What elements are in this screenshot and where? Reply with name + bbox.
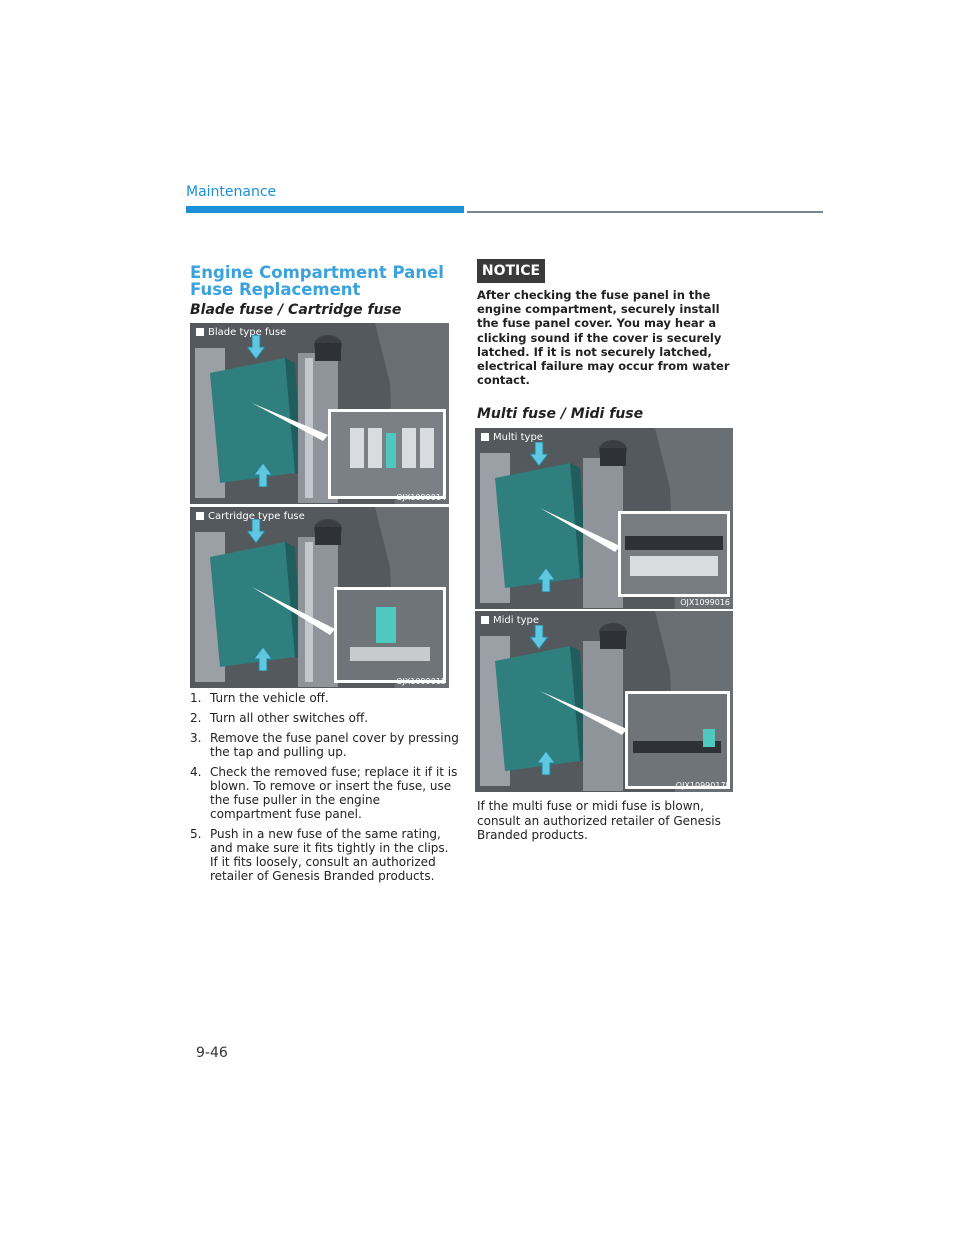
arrow-down-icon	[247, 519, 265, 543]
figure-cartridge-fuse	[190, 507, 449, 688]
figure-code: OJX1099015	[396, 677, 446, 686]
square-bullet-icon	[196, 328, 204, 336]
arrow-up-icon	[254, 647, 272, 671]
figure-midi-fuse	[475, 611, 733, 792]
square-bullet-icon	[196, 512, 204, 520]
arrow-down-icon	[530, 625, 548, 649]
subsection-title-multi: Multi fuse / Midi fuse	[477, 406, 644, 422]
running-header: Maintenance	[186, 184, 277, 200]
notice-badge: NOTICE	[477, 259, 545, 283]
arrow-up-icon	[254, 463, 272, 487]
notice-text: After checking the fuse panel in the engine compartment, securely install the fuse panel cover. You may hear a clicking sound if the cover is securely latched. If it is not securely latched, electrical failure may occur from water contact.	[477, 288, 730, 388]
arrow-down-icon	[530, 442, 548, 466]
subsection-title-blade: Blade fuse / Cartridge fuse	[190, 302, 402, 318]
list-item: 4. Check the removed fuse; replace it if it is blown. To remove or insert the fuse, use the fuse puller in the engine compartment fuse panel.	[190, 765, 458, 821]
multi-midi-paragraph: If the multi fuse or midi fuse is blown, consult an authorized retailer of Genesis Branded products.	[477, 799, 721, 842]
figure-code: OJX1099014	[396, 493, 446, 502]
arrow-down-icon	[247, 335, 265, 359]
figure-label: Blade type fuse	[196, 327, 286, 338]
steps-list	[190, 691, 460, 889]
list-item: 3. Remove the fuse panel cover by pressing the tap and pulling up.	[190, 731, 459, 759]
page-number: 9-46	[196, 1045, 228, 1061]
figure-label: Multi type	[481, 432, 543, 443]
section-title: Engine Compartment Panel Fuse Replacement	[190, 263, 444, 299]
square-bullet-icon	[481, 433, 489, 441]
arrow-up-icon	[537, 751, 555, 775]
arrow-up-icon	[537, 568, 555, 592]
list-item: 1. Turn the vehicle off.	[190, 691, 329, 705]
header-accent-bar	[186, 206, 464, 213]
figure-label: Midi type	[481, 615, 539, 626]
square-bullet-icon	[481, 616, 489, 624]
figure-label: Cartridge type fuse	[196, 511, 305, 522]
list-item: 2. Turn all other switches off.	[190, 711, 369, 725]
figure-code: OJX1099016	[680, 598, 730, 607]
header-rule	[467, 211, 823, 213]
list-item: 5. Push in a new fuse of the same rating, and make sure it fits tightly in the clips. If it fits loosely, consult an authorized retailer of Genesis Branded products.	[190, 827, 449, 883]
figure-code: OJX1099017L	[675, 781, 730, 790]
figure-blade-fuse	[190, 323, 449, 504]
figure-multi-fuse	[475, 428, 733, 609]
